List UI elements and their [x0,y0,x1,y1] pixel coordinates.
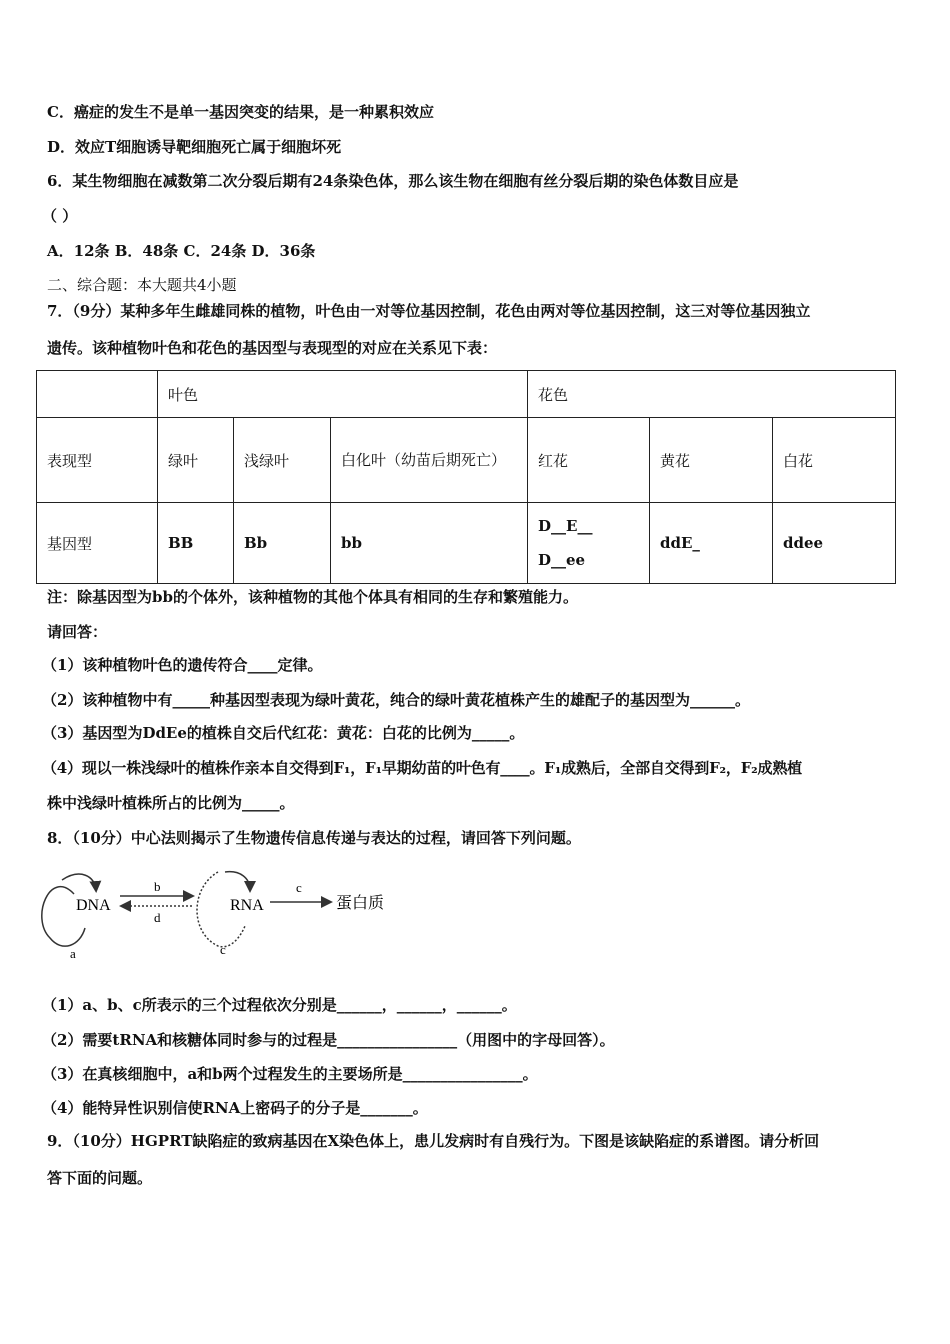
table-cell: 红花 [528,418,650,503]
rna-label: RNA [230,897,264,914]
table-row-genotype [37,503,896,584]
q7-sub2: （2）该种植物中有_____种基因型表现为绿叶黄花，纯合的绿叶黄花植株产生的雄配子的基因型为______。 [42,691,750,709]
label-b: b [154,879,161,894]
q7-stem-line1: 7．（9分）某种多年生雌雄同株的植物，叶色由一对等位基因控制，花色由两对等位基因控制，这三对等位基因独立 [47,302,811,320]
label-a: a [70,946,76,961]
header-flower-color: 花色 [528,371,896,418]
q6-stem: 6．某生物细胞在减数第二次分裂后期有24条染色体，那么该生物在细胞有丝分裂后期的染色体数目应是 [47,172,739,190]
genotype-red-2: D__ee [538,551,586,569]
q7-sub4-line1: （4）现以一株浅绿叶的植株作亲本自交得到F₁，F₁早期幼苗的叶色有____。F₁成熟后，全部自交得到F₂，F₂成熟植 [42,759,802,777]
row-label: 表现型 [37,418,158,503]
q7-prompt: 请回答： [47,623,108,641]
table-cell: 黄花 [650,418,773,503]
table-header-row [37,371,896,418]
q8-stem: 8．（10分）中心法则揭示了生物遗传信息传递与表达的过程，请回答下列问题。 [47,829,581,847]
rna-replication-arrow [225,872,250,890]
table-cell-empty [37,371,158,418]
q7-stem-line2: 遗传。该种植物叶色和花色的基因型与表现型的对应在关系见下表： [47,339,498,357]
table-cell: Bb [234,503,331,584]
label-c-loop: c [220,942,226,957]
q7-note: 注：除基因型为bb的个体外，该种植物的其他个体具有相同的生存和繁殖能力。 [47,588,578,606]
q8-sub2: （2）需要tRNA和核糖体同时参与的过程是________________（用图中的字母回答）。 [42,1031,615,1049]
table-cell: 白化叶（幼苗后期死亡） [331,418,528,503]
q6-options: A．12条 B．48条 C．24条 D．36条 [47,242,316,260]
q8-sub4: （4）能特异性识别信使RNA上密码子的分子是_______。 [42,1099,428,1117]
genotype-red-1: D__E__ [538,517,593,535]
central-dogma-diagram [40,858,400,968]
table-cell: ddE_ [650,503,773,584]
table-cell: BB [158,503,234,584]
section-title: 二、综合题：本大题共4小题 [47,276,237,294]
q9-stem-line2: 答下面的问题。 [47,1169,153,1187]
table-row-phenotype [37,418,896,503]
table-cell: 绿叶 [158,418,234,503]
label-d: d [154,910,161,925]
genotype-phenotype-table [36,370,896,584]
table-cell: 浅绿叶 [234,418,331,503]
label-c-arrow: c [296,880,302,895]
q9-stem-line1: 9．（10分）HGPRT缺陷症的致病基因在X染色体上，患儿发病时有自残行为。下图是该缺陷症的系谱图。请分析回 [47,1132,820,1150]
q7-sub1: （1）该种植物叶色的遗传符合____定律。 [42,656,323,674]
row-label: 基因型 [37,503,158,584]
q8-sub1: （1）a、b、c所表示的三个过程依次分别是______，______，______。 [42,996,517,1014]
table-cell: 白花 [773,418,896,503]
header-leaf-color: 叶色 [158,371,528,418]
protein-label: 蛋白质 [336,895,385,912]
q6-bracket: （ ） [42,207,78,225]
q8-sub3: （3）在真核细胞中，a和b两个过程发生的主要场所是________________。 [42,1065,538,1083]
q5-option-c: C．癌症的发生不是单一基因突变的结果，是一种累积效应 [47,103,434,121]
table-cell: bb [331,503,528,584]
q7-sub4-line2: 株中浅绿叶植株所占的比例为_____。 [47,794,295,812]
q7-sub3: （3）基因型为DdEe的植株自交后代红花：黄花：白花的比例为_____。 [42,724,525,742]
table-cell [528,503,650,584]
q5-option-d: D．效应T细胞诱导靶细胞死亡属于细胞坏死 [47,138,342,156]
dna-label: DNA [76,897,111,914]
replication-loop [42,887,85,947]
table-cell: ddee [773,503,896,584]
